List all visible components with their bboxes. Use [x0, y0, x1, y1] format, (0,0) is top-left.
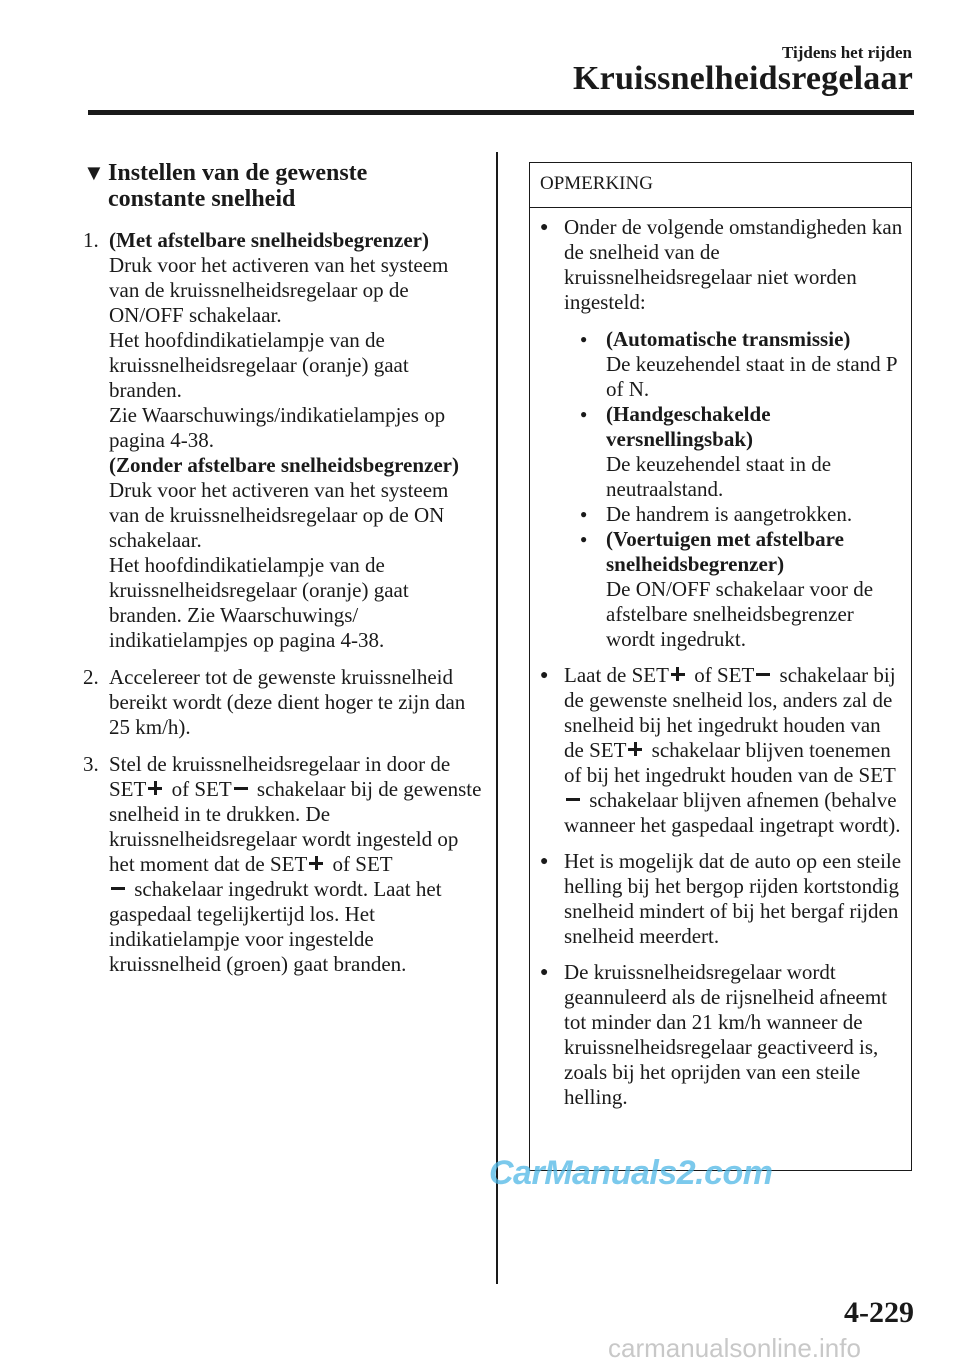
note-subitem-text: De handrem is aangetrokken. [606, 502, 853, 526]
bullet-icon: ● [580, 332, 588, 346]
step-3-text-4: of SET [332, 852, 393, 876]
section-title-line2: constante snelheid [108, 186, 296, 212]
note-bullet-2-text-4: schakelaar blijven toenemen of bij het ingedrukt houden van de SET [564, 738, 896, 787]
step-1-text-a: Druk voor het activeren van het systeem van de kruissnelheidsregelaar op de ON/OFF schakelaar. [109, 253, 449, 327]
bullet-icon: ● [540, 220, 549, 235]
minus-icon [756, 667, 770, 681]
bullet-icon: ● [580, 532, 588, 546]
note-sublist [580, 327, 903, 652]
note-bullet-2 [540, 663, 903, 838]
bullet-icon: ● [540, 668, 549, 683]
step-1-text-a3: Zie Waarschuwings/indikatielampjes op pagina 4-38. [109, 403, 446, 452]
step-3-text-2: of SET [171, 777, 232, 801]
step-2-text: Accelereer tot de gewenste kruissnelheid bereikt wordt (deze dient hoger te zijn dan 25 km/h). [109, 665, 466, 739]
note-subitem-head: (Handgeschakelde versnellingsbak) [606, 402, 771, 451]
step-1-head-b: (Zonder afstelbare snelheidsbegrenzer) [109, 453, 459, 477]
plus-icon [628, 742, 642, 756]
note-bullet-1-text: Onder de volgende omstandigheden kan de snelheid van de kruissnelheidsregelaar niet worden ingesteld: [564, 215, 903, 314]
step-3-text-1: Stel de kruissnelheidsregelaar in door de SET [109, 752, 451, 801]
step-3-text-5: schakelaar ingedrukt wordt. Laat het gaspedaal tegelijkertijd los. Het indikatielampje voor ingestelde kruissnelheid (groen) gaat branden. [109, 877, 442, 976]
note-body [530, 208, 911, 1110]
plus-icon [671, 667, 685, 681]
note-bullet-2-text-1: Laat de SET [564, 663, 669, 687]
header-rule [88, 110, 914, 115]
watermark-logo[interactable]: CarManuals2.com [489, 1154, 773, 1192]
bullet-icon: ● [580, 407, 588, 421]
note-bullet-4-text: De kruissnelheidsregelaar wordt geannuleerd als de rijsnelheid afneemt tot minder dan 21 km/h wanneer de kruissnelheidsregelaar geactiveerd is, zoals bij het oprijden van een steile helling. [564, 960, 888, 1109]
footer-watermark[interactable]: carmanualsonline.info [608, 1333, 861, 1363]
bullet-icon: ● [540, 965, 549, 980]
minus-icon [234, 781, 248, 795]
left-column [83, 160, 483, 989]
header-subtitle: Tijdens het rijden [781, 43, 912, 62]
section-title-line1: Instellen van de gewenste [108, 160, 368, 186]
plus-icon [309, 856, 323, 870]
note-bullet-2-text-3: schakelaar bij de gewenste snelheid los, anders zal de snelheid bij het ingedrukt houden van de SET [564, 663, 896, 762]
minus-icon [566, 792, 580, 806]
minus-icon [111, 881, 125, 895]
note-subitem [580, 527, 903, 652]
plus-icon [148, 781, 162, 795]
column-divider [496, 152, 498, 1284]
step-3 [83, 752, 483, 977]
note-subitem-head: (Voertuigen met afstelbare snelheidsbegrenzer) [606, 527, 844, 576]
note-bullet-3-text: Het is mogelijk dat de auto op een steile helling bij het bergop rijden kortstondig snelheid mindert of bij het bergaf rijden snelheid meerdert. [564, 849, 902, 948]
note-bullet-4 [540, 960, 903, 1110]
step-number: 2. [83, 665, 99, 689]
bullet-icon: ● [580, 507, 588, 521]
note-bullet-3 [540, 849, 903, 949]
note-bullet-2-text-5: schakelaar blijven afnemen (behalve wanneer het gaspedaal ingetrapt wordt). [564, 788, 901, 837]
section-heading [83, 160, 483, 212]
step-1-head-a: (Met afstelbare snelheidsbegrenzer) [109, 228, 429, 252]
note-bullet-2-text-2: of SET [694, 663, 755, 687]
step-1-text-b: Druk voor het activeren van het systeem van de kruissnelheidsregelaar op de ON schakelaar. [109, 478, 449, 552]
note-box [529, 162, 912, 1171]
note-subitem-text: De keuzehendel staat in de neutraalstand. [606, 452, 832, 501]
page-number: 4-229 [844, 1296, 914, 1329]
note-subitem [580, 402, 903, 502]
step-1 [83, 228, 483, 653]
bullet-icon: ● [540, 854, 549, 869]
step-1-text-a2: Het hoofdindikatielampje van de kruissnelheidsregelaar (oranje) gaat branden. [109, 328, 409, 402]
triangle-icon: ▼ [83, 160, 105, 185]
step-1-text-b2: Het hoofdindikatielampje van de kruissnelheidsregelaar (oranje) gaat branden. Zie Waarschuwings/ indikatielampjes op pagina 4-38. [109, 553, 409, 652]
note-bullet-1 [540, 215, 903, 652]
note-subitem-text: De keuzehendel staat in de stand P of N. [606, 352, 897, 401]
step-number: 3. [83, 752, 99, 776]
step-number: 1. [83, 228, 99, 252]
steps-list [83, 228, 483, 977]
note-subitem [580, 502, 903, 527]
note-title: OPMERKING [540, 173, 653, 194]
note-subitem-text: De ON/OFF schakelaar voor de afstelbare snelheidsbegrenzer wordt ingedrukt. [606, 577, 874, 651]
step-3-text-3: schakelaar bij de gewenste snelheid in te drukken. De kruissnelheidsregelaar wordt ingesteld op het moment dat de SET [109, 777, 482, 876]
step-2 [83, 665, 483, 740]
page-title: Kruissnelheidsregelaar [573, 60, 913, 97]
note-subitem-head: (Automatische transmissie) [606, 327, 851, 351]
note-subitem [580, 327, 903, 402]
